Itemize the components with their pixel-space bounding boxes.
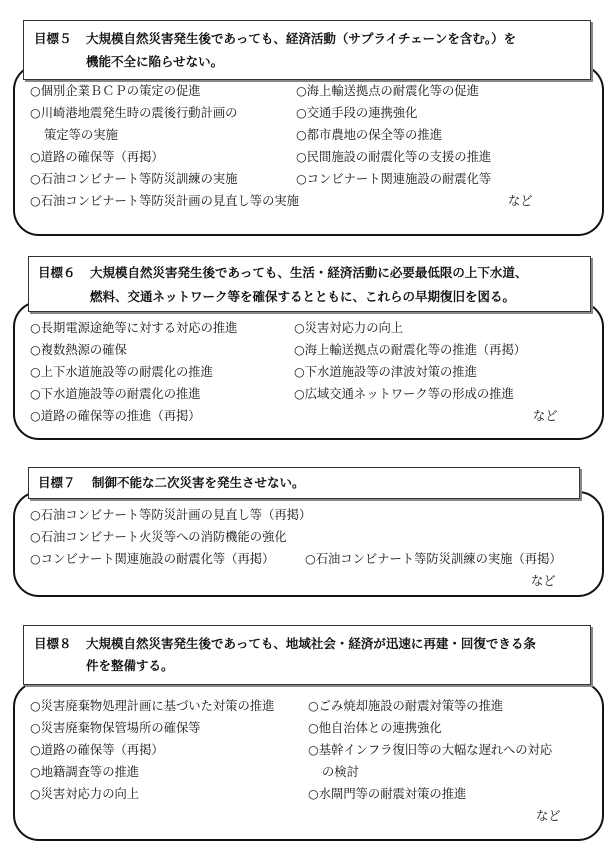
list-item: ○他自治体との連携強化: [308, 721, 442, 735]
goal5-header-box: [23, 20, 591, 80]
list-item: ○災害廃棄物保管場所の確保等: [30, 721, 201, 735]
etc-label: など: [531, 574, 556, 588]
list-item: ○個別企業ＢＣＰの策定の促進: [30, 84, 201, 98]
list-item: ○交通手段の連携強化: [296, 106, 418, 120]
list-item: ○都市農地の保全等の推進: [296, 128, 442, 142]
list-item: ○下水道施設等の耐震化の推進: [30, 387, 201, 401]
goal6-label: 目標６: [38, 265, 76, 280]
list-item: ○民間施設の耐震化等の支援の推進: [296, 150, 492, 164]
etc-label: など: [536, 809, 561, 823]
list-item: ○石油コンビナート等防災計画の見直し等の実施: [30, 194, 299, 208]
etc-label: など: [533, 409, 558, 423]
goal6-title-line2: 燃料、交通ネットワーク等を確保するとともに、これらの早期復旧を図る。: [90, 289, 516, 304]
list-item: ○災害対応力の向上: [30, 787, 140, 801]
list-item: ○長期電源途絶等に対する対応の推進: [30, 321, 238, 335]
list-item: ○海上輸送拠点の耐震化等の促進: [296, 84, 479, 98]
list-item: ○地籍調査等の推進: [30, 765, 140, 779]
list-item: ○石油コンビナート等防災計画の見直し等（再掲）: [30, 508, 312, 522]
goal7-label: 目標７: [38, 475, 76, 490]
list-item: ○海上輸送拠点の耐震化等の推進（再掲）: [294, 343, 527, 357]
list-item: ○道路の確保等（再掲）: [30, 150, 164, 164]
goal5-label: 目標５: [34, 31, 72, 46]
list-item: ○コンビナート関連施設の耐震化等: [296, 172, 492, 186]
list-item: ○石油コンビナート等防災訓練の実施: [30, 172, 238, 186]
list-item: ○道路の確保等の推進（再掲）: [30, 409, 201, 423]
list-item: ○石油コンビナート等防災訓練の実施（再掲）: [305, 552, 562, 566]
list-item: ○複数熱源の確保: [30, 343, 127, 357]
goal8-header-box: [23, 625, 591, 685]
list-item: ○基幹インフラ復旧等の大幅な遅れへの対応: [308, 743, 553, 757]
goal8-title-line1: 大規模自然災害発生後であっても、地域社会・経済が迅速に再建・回復できる条: [86, 636, 536, 651]
list-item: ○災害対応力の向上: [294, 321, 404, 335]
goal5-title-line2: 機能不全に陥らせない。: [86, 54, 224, 69]
list-item: ○ごみ焼却施設の耐震対策等の推進: [308, 699, 504, 713]
list-item: ○水閘門等の耐震対策の推進: [308, 787, 467, 801]
list-item: ○石油コンビナート火災等への消防機能の強化: [30, 530, 287, 544]
list-item-continuation: の検討: [322, 765, 359, 779]
goal7-title-line1: 制御不能な二次災害を発生させない。: [92, 475, 305, 490]
list-item: ○道路の確保等（再掲）: [30, 743, 164, 757]
list-item: ○上下水道施設等の耐震化の推進: [30, 365, 213, 379]
goal8-label: 目標８: [34, 636, 72, 651]
list-item: ○災害廃棄物処理計画に基づいた対策の推進: [30, 699, 275, 713]
goal8-title-line2: 件を整備する。: [86, 658, 174, 673]
etc-label: など: [508, 194, 533, 208]
list-item: ○下水道施設等の津波対策の推進: [294, 365, 477, 379]
list-item: ○広域交通ネットワーク等の形成の推進: [294, 387, 514, 401]
goal5-title-line1: 大規模自然災害発生後であっても、経済活動（サプライチェーンを含む。）を: [86, 31, 517, 46]
goal6-title-line1: 大規模自然災害発生後であっても、生活・経済活動に必要最低限の上下水道、: [90, 265, 528, 280]
list-item: ○コンビナート関連施設の耐震化等（再掲）: [30, 552, 275, 566]
list-item-continuation: 策定等の実施: [44, 128, 118, 142]
list-item: ○川崎港地震発生時の震後行動計画の: [30, 106, 238, 120]
